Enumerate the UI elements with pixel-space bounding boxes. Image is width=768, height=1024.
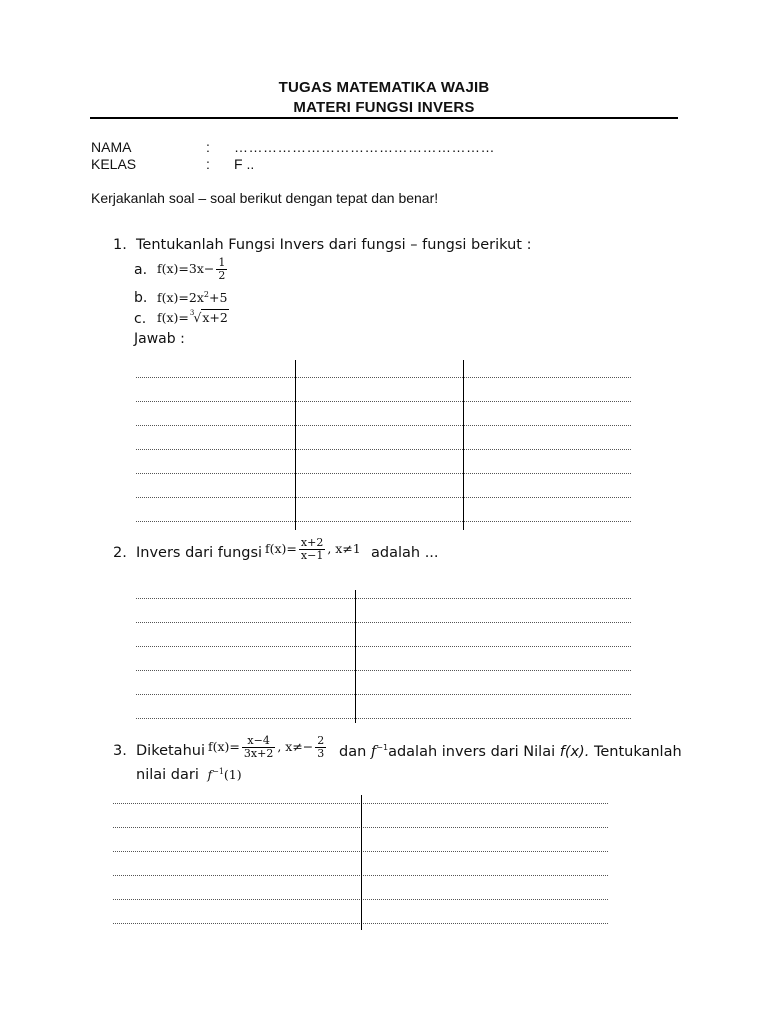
question-1-number: 1. <box>113 237 127 253</box>
question-1a-lhs: f(x)=3x− <box>157 261 215 276</box>
question-1c-root-index: 3 <box>189 308 195 317</box>
root-icon: √ <box>193 310 202 325</box>
question-2-tail: adalah ... <box>371 545 439 561</box>
answer-line <box>136 670 631 671</box>
question-2-lhs: f(x)= <box>265 541 297 556</box>
question-1c-radicand: x+2 <box>202 310 228 325</box>
answer-column-divider <box>361 795 362 930</box>
question-3-statement: adalah invers dari Nilai <box>388 743 556 760</box>
question-3-target-f: f <box>207 767 213 783</box>
question-1a-frac-num: 1 <box>218 256 226 269</box>
question-1b-letter: b. <box>134 290 148 306</box>
question-3-condition: , x≠− <box>277 739 314 754</box>
question-2-frac-num: x+2 <box>300 536 324 549</box>
question-2-formula <box>265 537 361 562</box>
class-field[interactable]: F .. <box>234 156 255 172</box>
title-divider <box>90 117 678 119</box>
question-2-number: 2. <box>113 545 127 561</box>
question-3-dan: dan <box>339 743 367 760</box>
question-2-intro: Invers dari fungsi <box>136 545 263 561</box>
answer-line <box>136 473 631 474</box>
question-3-target-arg: (1) <box>223 767 242 783</box>
name-field[interactable]: ……………………………………………… <box>234 139 495 155</box>
answer-line <box>136 646 631 647</box>
question-3-fx: f(x). <box>559 743 590 760</box>
question-3-condition-fraction <box>315 735 326 760</box>
question-2-condition: , x≠1 <box>327 541 361 556</box>
question-3-target <box>207 767 241 782</box>
answer-line <box>136 449 631 450</box>
question-1b-formula <box>157 290 227 305</box>
question-1-answer-label: Jawab : <box>134 331 185 347</box>
question-3-fraction <box>242 735 275 760</box>
question-3-cond-num: 2 <box>317 734 325 747</box>
answer-line <box>136 401 631 402</box>
answer-line <box>136 622 631 623</box>
answer-line <box>136 497 631 498</box>
question-3-intro: Diketahui <box>136 743 205 759</box>
question-3-frac-den: 3x+2 <box>243 747 274 760</box>
question-1a-letter: a. <box>134 262 148 278</box>
question-1c-letter: c. <box>134 311 147 327</box>
question-2-frac-den: x−1 <box>300 549 324 562</box>
question-3-lhs: f(x)= <box>208 739 240 754</box>
question-3-frac-num: x−4 <box>247 734 270 747</box>
class-label: KELAS <box>91 156 137 172</box>
question-1a-fraction <box>216 257 227 282</box>
question-1c-formula <box>157 310 229 325</box>
instruction-text: Kerjakanlah soal – soal berikut dengan tepat dan benar! <box>91 190 439 206</box>
answer-line <box>136 598 631 599</box>
name-colon: : <box>206 139 210 155</box>
question-3-cond-den: 3 <box>317 747 325 760</box>
question-3-finv-exp: −1 <box>376 743 389 752</box>
answer-column-divider <box>355 590 356 723</box>
question-1a-formula <box>157 257 229 282</box>
question-3-finv: f <box>370 743 377 760</box>
page-title-line2: MATERI FUNGSI INVERS <box>293 99 475 116</box>
question-3-nilai-dari: nilai dari <box>136 767 199 784</box>
page-title-line1: TUGAS MATEMATIKA WAJIB <box>278 79 490 96</box>
question-1a-frac-den: 2 <box>218 269 226 282</box>
question-3-number: 3. <box>113 743 127 759</box>
answer-line <box>136 377 631 378</box>
question-1b-exponent: 2 <box>203 290 209 299</box>
question-3-formula <box>208 735 328 760</box>
question-1b-lhs: f(x)=2x <box>157 290 204 306</box>
answer-line <box>136 425 631 426</box>
question-2-fraction <box>299 537 325 562</box>
class-colon: : <box>206 156 210 172</box>
answer-line <box>136 521 631 522</box>
question-3-line2 <box>136 767 242 783</box>
question-1-text: Tentukanlah Fungsi Invers dari fungsi – fungsi berikut : <box>136 237 532 253</box>
answer-line <box>136 718 631 719</box>
answer-column-divider <box>295 360 296 530</box>
answer-column-divider <box>463 360 464 530</box>
name-label: NAMA <box>91 139 132 155</box>
question-1c-lhs: f(x)= <box>157 310 189 325</box>
question-1b-rhs: +5 <box>209 290 228 306</box>
answer-line <box>136 694 631 695</box>
question-3-instruction-end: Tentukanlah <box>593 743 682 760</box>
question-3-line1-rest <box>339 743 682 760</box>
question-3-target-exp: −1 <box>212 767 224 776</box>
